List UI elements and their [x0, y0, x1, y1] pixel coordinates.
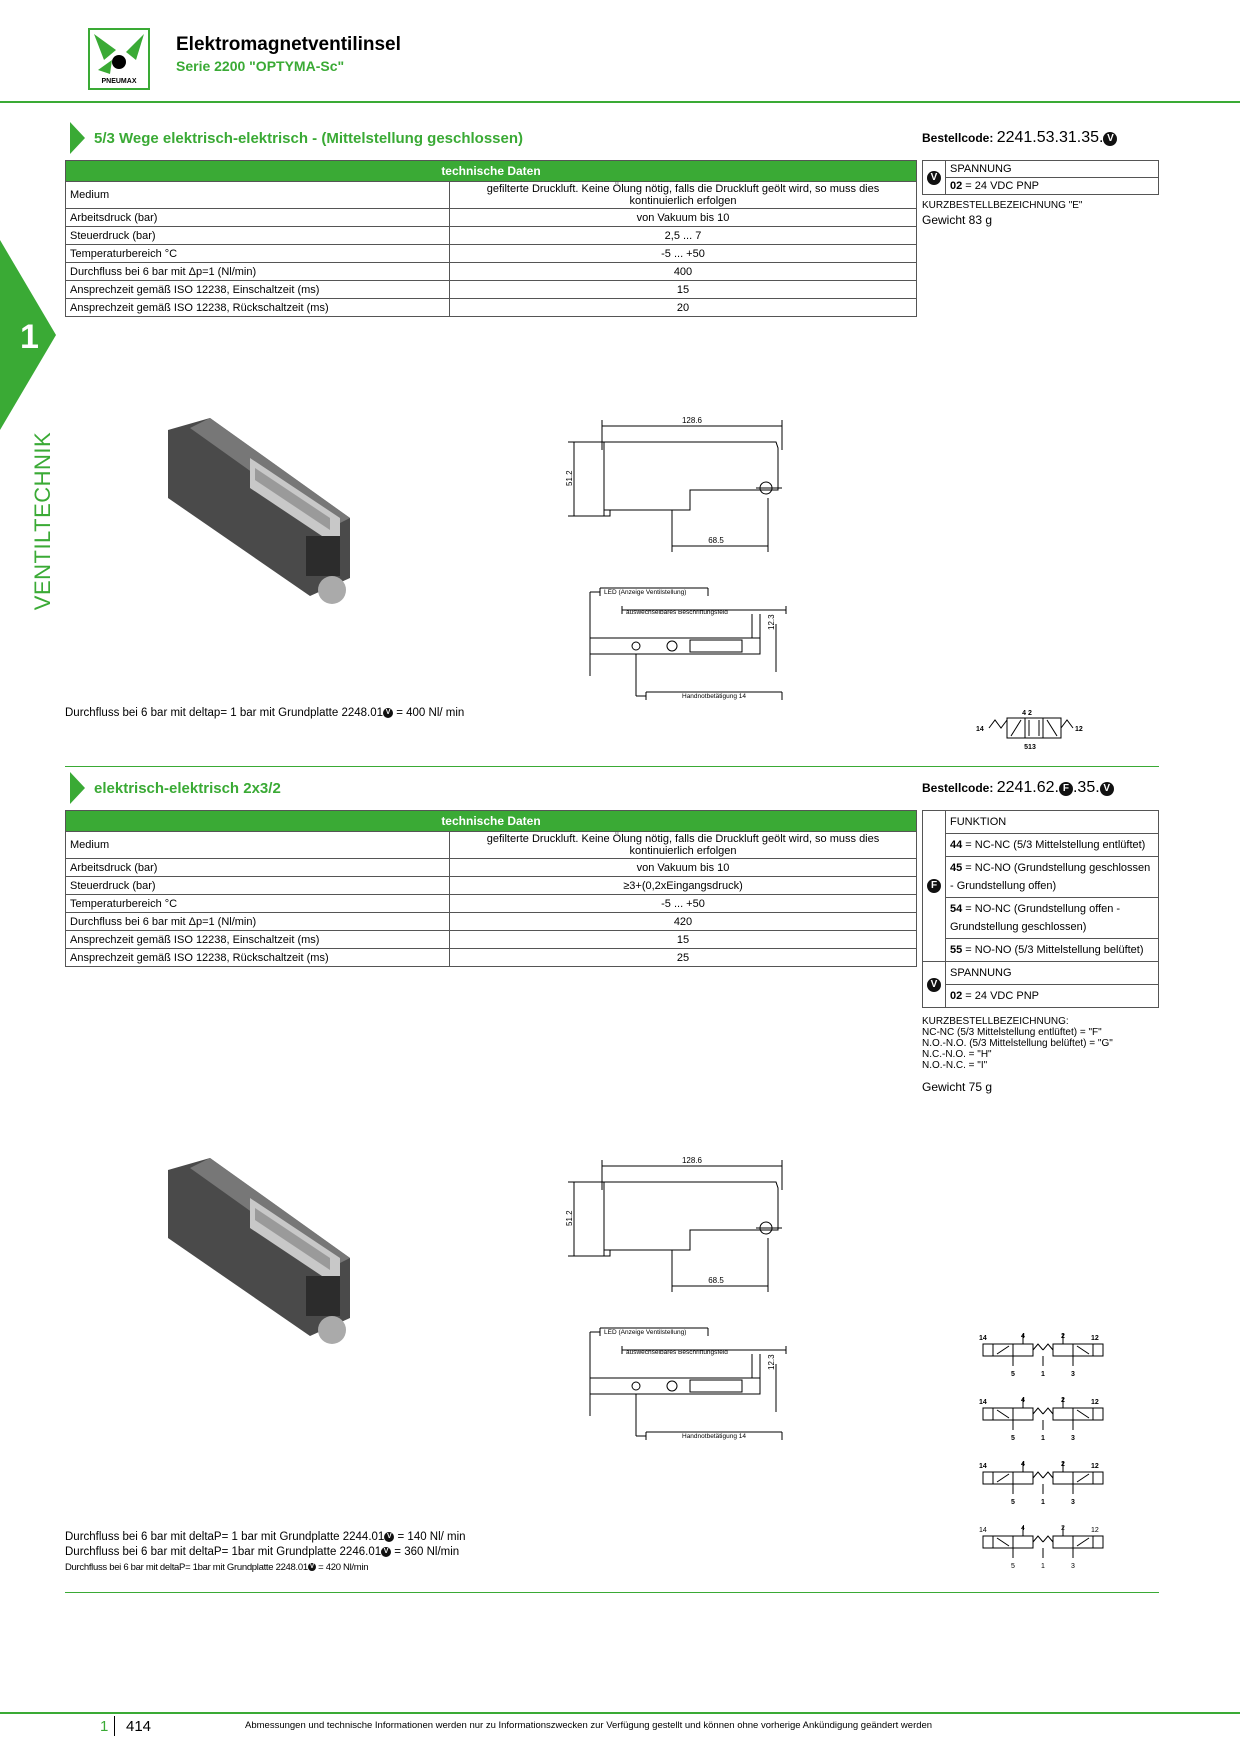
- technical-drawing-1: [560, 410, 810, 710]
- function-option: 55 = NO-NO (5/3 Mittelstellung belüftet): [946, 939, 1159, 962]
- svg-text:4: 4: [1021, 1461, 1025, 1468]
- section1-order-code: [922, 129, 1117, 147]
- dim-side: 12.3: [767, 614, 776, 630]
- symbol-ports-bottom: 513: [1024, 744, 1036, 751]
- dim-lower: 68.5: [708, 1276, 724, 1285]
- function-option: 44 = NC-NC (5/3 Mittelstellung entlüftet): [946, 834, 1159, 857]
- marker-v-icon: V: [381, 1547, 391, 1557]
- valve-symbol-45: [975, 1394, 1105, 1444]
- table-row: Arbeitsdruck (bar) von Vakuum bis 10: [66, 859, 917, 877]
- marker-v-icon: V: [384, 1532, 394, 1542]
- manual-label: Handnotbetätigung 14: [682, 1433, 746, 1440]
- valve-symbol-54: [975, 1458, 1105, 1508]
- svg-text:12: 12: [1091, 1399, 1099, 1406]
- dim-height: 51.2: [565, 470, 574, 486]
- dim-side: 12.3: [767, 1354, 776, 1370]
- table-row: Ansprechzeit gemäß ISO 12238, Rückschaltzeit (ms) 25: [66, 949, 917, 967]
- svg-text:14: 14: [979, 1527, 987, 1534]
- footer-separator: [114, 1716, 115, 1736]
- marker-v-icon: V: [308, 1563, 316, 1571]
- svg-text:14: 14: [979, 1335, 987, 1342]
- symbol-port-left: 14: [976, 726, 984, 733]
- table-row: Medium gefilterte Druckluft. Keine Ölung nötig, falls die Druckluft geölt wird, so muss dies kontinuierlich erfolgen: [66, 832, 917, 859]
- header-rule: [0, 101, 1240, 103]
- table-row: Ansprechzeit gemäß ISO 12238, Rückschaltzeit (ms) 20: [66, 299, 917, 317]
- section1-flow-note: Durchfluss bei 6 bar mit deltap= 1 bar mit Grundplatte 2248.01 V = 400 Nl/ min: [65, 707, 465, 719]
- chapter-number: 1: [20, 318, 39, 356]
- table-row: Steuerdruck (bar) ≥3+(0,2xEingangsdruck): [66, 877, 917, 895]
- function-option: 54 = NO-NC (Grundstellung offen - Grundstellung geschlossen): [946, 898, 1159, 939]
- marker-f-icon: F: [1059, 782, 1073, 796]
- dim-height: 51.2: [565, 1210, 574, 1226]
- valve-symbol-53: [975, 706, 1085, 756]
- svg-text:5: 5: [1011, 1499, 1015, 1506]
- tech-table-header: technische Daten: [66, 811, 917, 832]
- page-subtitle: Serie 2200 "OPTYMA-Sc": [176, 58, 345, 74]
- footer-rule: [0, 1712, 1240, 1714]
- table-row: Ansprechzeit gemäß ISO 12238, Einschaltzeit (ms) 15: [66, 931, 917, 949]
- svg-text:1: 1: [1041, 1563, 1045, 1570]
- option-heading: SPANNUNG: [946, 161, 1159, 178]
- flow-note: Durchfluss bei 6 bar mit deltaP= 1 bar mit Grundplatte 2244.01 V = 140 Nl/ min: [65, 1531, 466, 1543]
- svg-text:3: 3: [1071, 1371, 1075, 1378]
- product-image-2: [160, 1158, 400, 1358]
- svg-text:5: 5: [1011, 1563, 1015, 1570]
- section-divider-1: [65, 766, 1159, 767]
- svg-text:2: 2: [1061, 1333, 1065, 1340]
- logo-brand: PNEUMAX: [101, 78, 137, 85]
- section2-arrow-icon: [70, 772, 85, 804]
- footer-chapter: 1: [100, 1718, 109, 1735]
- option-heading: SPANNUNG: [946, 962, 1159, 985]
- svg-text:12: 12: [1091, 1335, 1099, 1342]
- section1-voltage-options: V SPANNUNG 02 = 24 VDC PNP: [922, 160, 1159, 195]
- marker-v-icon: V: [927, 978, 941, 992]
- marker-v-icon: V: [1103, 132, 1117, 146]
- option-heading: FUNKTION: [946, 811, 1159, 834]
- manual-label: Handnotbetätigung 14: [682, 693, 746, 700]
- order-code-label: Bestellcode:: [922, 131, 994, 145]
- chapter-label: VENTILTECHNIK: [30, 431, 55, 611]
- table-row: Temperaturbereich °C -5 ... +50: [66, 895, 917, 913]
- technical-drawing-2: [560, 1150, 810, 1450]
- svg-text:12: 12: [1091, 1527, 1099, 1534]
- field-label: auswechselbares Beschriftungsfeld: [626, 1349, 728, 1356]
- svg-text:5: 5: [1011, 1435, 1015, 1442]
- section-divider-2: [65, 1592, 1159, 1593]
- valve-symbol-55: [975, 1522, 1105, 1572]
- svg-text:1: 1: [1041, 1499, 1045, 1506]
- section2-title: elektrisch-elektrisch 2x3/2: [94, 780, 281, 797]
- marker-v-icon: V: [1100, 782, 1114, 796]
- table-row: Durchfluss bei 6 bar mit Δp=1 (Nl/min) 400: [66, 263, 917, 281]
- svg-text:1: 1: [1041, 1435, 1045, 1442]
- table-row: Arbeitsdruck (bar) von Vakuum bis 10: [66, 209, 917, 227]
- svg-text:2: 2: [1061, 1461, 1065, 1468]
- svg-text:2: 2: [1061, 1525, 1065, 1532]
- symbol-port-right: 12: [1075, 726, 1083, 733]
- section1-short-code: KURZBESTELLBEZEICHNUNG "E": [922, 200, 1083, 211]
- page-number: 414: [126, 1718, 152, 1735]
- order-code-value: 2241.53.31.35.: [996, 129, 1104, 146]
- company-logo: [88, 28, 150, 90]
- section2-short-codes: KURZBESTELLBEZEICHNUNG: NC-NC (5/3 Mittelstellung entlüftet) = "F" N.O.-N.O. (5/3 Mittelstellung belüftet) = "G" N.C.-N.O. = "H" N.O.-N.C. = "I": [922, 1016, 1113, 1071]
- product-image-1: [160, 418, 400, 618]
- dim-width: 128.6: [681, 1156, 703, 1165]
- section1-weight: Gewicht 83 g: [922, 213, 993, 227]
- valve-symbols-2x32: [975, 1330, 1105, 1572]
- section2-function-options: F FUNKTION 44 = NC-NC (5/3 Mittelstellung entlüftet) 45 = NC-NO (Grundstellung geschlossen - Grundstellung offen) 54 = NO-NC (Grundstellung offen - Grundstellung geschlossen) 55 = NO-NO (5/3 Mittelstellung belüftet) V SPANNUNG 02 = 24 VDC PNP: [922, 810, 1159, 1008]
- section2-tech-table: [65, 810, 917, 967]
- section2-weight: Gewicht 75 g: [922, 1080, 993, 1094]
- tech-table-header: technische Daten: [66, 161, 917, 182]
- svg-text:5: 5: [1011, 1371, 1015, 1378]
- section2-order-code: Bestellcode: 2241.62. F .35. V: [922, 779, 1114, 797]
- marker-f-icon: F: [927, 879, 941, 893]
- table-row: Temperaturbereich °C -5 ... +50: [66, 245, 917, 263]
- svg-text:4: 4: [1021, 1333, 1025, 1340]
- table-row: Durchfluss bei 6 bar mit Δp=1 (Nl/min) 420: [66, 913, 917, 931]
- marker-v-icon: V: [383, 708, 393, 718]
- svg-text:1: 1: [1041, 1371, 1045, 1378]
- logo-graphic: [90, 30, 148, 88]
- valve-symbol-44: [975, 1330, 1105, 1380]
- flow-note: Durchfluss bei 6 bar mit deltaP= 1bar mit Grundplatte 2248.01 V = 420 Nl/min: [65, 1562, 369, 1573]
- led-label: LED (Anzeige Ventilstellung): [604, 589, 687, 596]
- function-option: 45 = NC-NO (Grundstellung geschlossen - Grundstellung offen): [946, 857, 1159, 898]
- footer-disclaimer: Abmessungen und technische Informationen werden nur zu Informationszwecken zur Verfügung gestellt und können ohne vorherige Ankündigung geändert werden: [245, 1720, 933, 1731]
- dim-width: 128.6: [681, 416, 703, 425]
- svg-text:12: 12: [1091, 1463, 1099, 1470]
- table-row: Steuerdruck (bar) 2,5 ... 7: [66, 227, 917, 245]
- dim-lower: 68.5: [708, 536, 724, 545]
- led-label: LED (Anzeige Ventilstellung): [604, 1329, 687, 1336]
- svg-text:3: 3: [1071, 1563, 1075, 1570]
- marker-v-icon: V: [927, 171, 941, 185]
- table-row: Ansprechzeit gemäß ISO 12238, Einschaltzeit (ms) 15: [66, 281, 917, 299]
- svg-text:2: 2: [1061, 1397, 1065, 1404]
- svg-text:4: 4: [1021, 1397, 1025, 1404]
- symbol-ports-top: 4 2: [1022, 710, 1032, 717]
- section1-tech-table: [65, 160, 917, 317]
- svg-text:3: 3: [1071, 1435, 1075, 1442]
- section2-flow-notes: [65, 1530, 505, 1575]
- section1-title: 5/3 Wege elektrisch-elektrisch - (Mittelstellung geschlossen): [94, 130, 524, 147]
- table-row: Medium gefilterte Druckluft. Keine Ölung nötig, falls die Druckluft geölt wird, so muss dies kontinuierlich erfolgen: [66, 182, 917, 209]
- page-title: Elektromagnetventilinsel: [176, 34, 401, 55]
- svg-text:14: 14: [979, 1463, 987, 1470]
- svg-text:3: 3: [1071, 1499, 1075, 1506]
- flow-note: Durchfluss bei 6 bar mit deltaP= 1bar mit Grundplatte 2246.01 V = 360 Nl/min: [65, 1546, 460, 1558]
- svg-text:4: 4: [1021, 1525, 1025, 1532]
- field-label: auswechselbares Beschriftungsfeld: [626, 609, 728, 616]
- svg-text:14: 14: [979, 1399, 987, 1406]
- section1-arrow-icon: [70, 122, 85, 154]
